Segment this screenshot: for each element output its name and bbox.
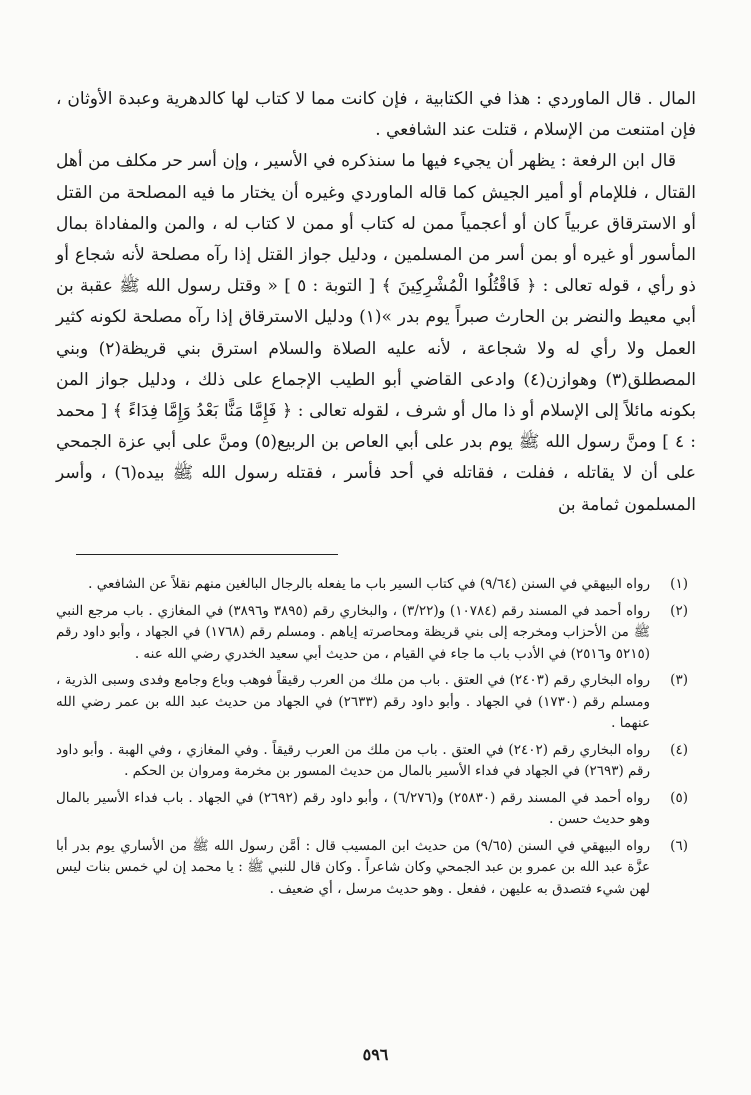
footnote-number: (٣) [670,672,688,688]
footnote [56,740,696,783]
footnote [56,836,696,901]
paragraph: المال . قال الماوردي : هذا في الكتابية ، فإن كانت مما لا كتاب لها كالدهرية وعبدة الأوثان ، فإن امتنعت من الإسلام ، قتلت عند الشافعي . [56,89,696,141]
footnote-number: (٥) [670,789,688,806]
footnote-text: رواه البيهقي في السنن (٩/٦٥) من حديث ابن المسيب قال : أمَّن رسول الله ﷺ من الأساري يوم بدر أبا عزَّة عبد الله بن عمرو بن عبد الجمحي وكان شاعراً . وكان قال للنبي ﷺ : يا محمد إن لي خمس بنات ليس لهن شيء فتصدق به عليهن ، ففعل . وهو حديث مرسل ، أي ضعيف . [56,837,650,897]
footnotes [56,574,696,905]
footnote [56,574,696,596]
footnote [56,670,696,735]
paragraph: قال ابن الرفعة : يظهر أن يجيء فيها ما سنذكره في الأسير ، وإن أسر حر مكلف من أهل القتال ، فللإمام أو أمير الجيش كما قاله الماوردي وغيره أن يختار ما فيه المصلحة من القتل أو الاسترقاق عربياً كان أو أعجمياً ممن له كتاب أو ممن لا كتاب له ، والمن والمفاداة بمال المأسور أو غيره أو بمن أسر من المسلمين ، ودليل جواز القتل إذا رآه مصلحة لأنه شجاع أو ذو رأي ، قوله تعالى : ﴿ فَاقْتُلُوا الْمُشْرِكِينَ ﴾ [ التوبة : ٥ ] « وقتل رسول الله ﷺ عقبة بن أبي معيط والنضر بن الحارث صبراً يوم بدر »(١) ودليل الاسترقاق إذا رآه مصلحة لكونه كثير العمل ولا رأي له ولا شجاعة ، لأنه عليه الصلاة والسلام استرق بني قريظة(٢) وبني المصطلق(٣) وهوازن(٤) وادعى القاضي أبو الطيب الإجماع على ذلك ، ودليل جواز المن بكونه مائلاً إلى الإسلام أو ذا مال أو شرف ، لقوله تعالى : ﴿ فَإِمَّا مَنًّا بَعْدُ وَإِمَّا فِدَاءً ﴾ [ محمد : ٤ ] ومنَّ رسول الله ﷺ يوم بدر على أبي العاص بن الربيع(٥) ومنَّ على أبي عزة الجمحي على أن لا يقاتله ، ففلت ، فقاتله في أحد فأسر ، فقتله رسول الله ﷺ بيده(٦) ، وأسر المسلمون ثمامة بن [56,151,697,515]
footnote-number: (٦) [670,837,688,854]
footnote-text: رواه البيهقي في السنن (٩/٦٤) في كتاب السير باب ما يفعله بالرجال البالغين منهم نقلاً عن الشافعي . [88,576,650,592]
footnote-text: رواه البخاري رقم (٢٤٠٢) في العتق . باب من ملك من العرب رقيقاً . وفي المغازي ، وفي الهبة . وأبو داود رقم (٢٦٩٣) في الجهاد في فداء الأسير بالمال من حديث المسور بن مخرمة ومروان بن الحكم . [56,741,651,779]
footnote-number: (٤) [670,741,688,758]
footnote [56,601,696,666]
main-text [56,84,696,521]
footnote [56,788,696,831]
footnote-text: رواه أحمد في المسند رقم (١٠٧٨٤) و(٣/٢٢) ، والبخاري رقم (٣٨٩٥ و٣٨٩٦) في المغازي . باب مرجع النبي ﷺ من الأحزاب ومخرجه إلى بني قريظة ومحاصرته إياهم . ومسلم رقم (١٧٦٨) في الجهاد ، وأبو داود رقم (٥٢١٥ و٢٥١٦) في الأدب باب ما جاء في القيام ، من حديث أبي سعيد الخدري رضي الله عنه . [56,602,651,662]
footnote-text: رواه أحمد في المسند رقم (٢٥٨٣٠) و(٦/٢٧٦) ، وأبو داود رقم (٢٦٩٢) في الجهاد . باب فداء الأسير بالمال وهو حديث حسن . [56,789,650,827]
footnote-number: (٢) [670,602,688,619]
page-number: ٥٩٦ [362,1045,389,1064]
footnote-text: رواه البخاري رقم (٢٤٠٣) في العتق . باب من ملك من العرب رقيقاً فوهب وباع وجامع وفدى وسبى الذرية ، ومسلم رقم (١٧٣٠) في الجهاد . وأبو داود رقم (٢٦٣٣) في الجهاد من حديث عبد الله بن عمر رضي الله عنهما . [56,672,651,731]
footnote-number: (١) [670,576,688,592]
footnote-separator [76,554,338,555]
